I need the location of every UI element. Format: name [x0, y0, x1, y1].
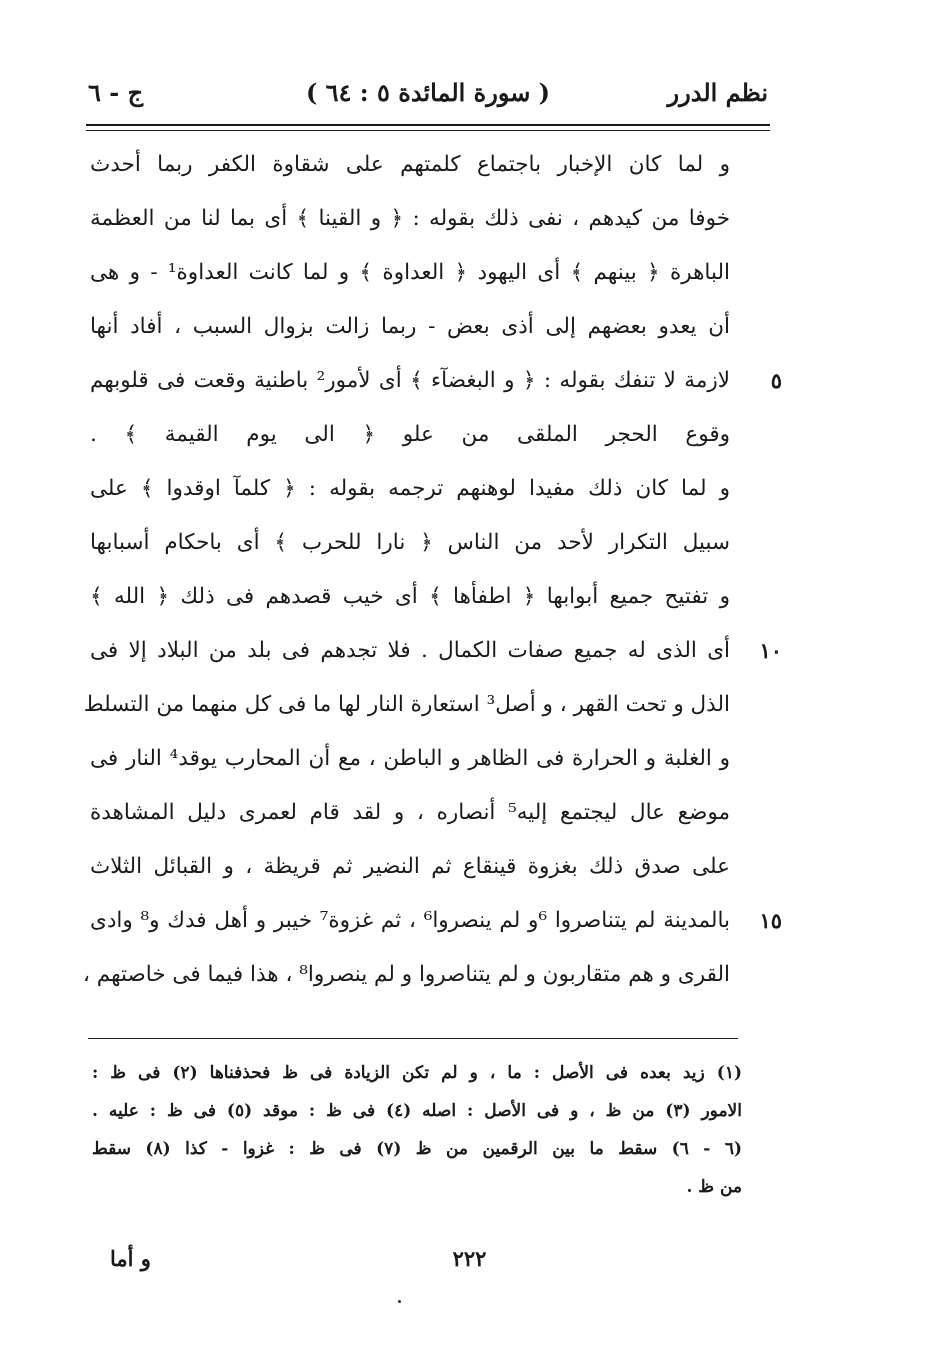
footnote-line: من ظ .: [686, 1177, 742, 1197]
header-rule-thick: [86, 124, 770, 126]
line-text: لازمة لا تنفك بقوله : ﴿ و البغضآء ﴾ أى لأمور² باطنية وقعت فى قلوبهم: [90, 368, 730, 393]
footnote-line: الامور (٣) من ظ ، و فى الأصل : اصله (٤) فى ظ : موقد (٥) فى ظ : عليه .: [92, 1101, 742, 1121]
text-line: [90, 516, 730, 570]
line-text: أن يعدو بعضهم إلى أذى بعض - ربما زالت بزوال السبب ، أفاد أنها: [90, 314, 730, 339]
text-line: [90, 840, 730, 894]
line-text: أى الذى له جميع صفات الكمال . فلا تجدهم فى بلد من البلاد إلا فى: [90, 638, 730, 663]
line-text: الذل و تحت القهر ، و أصل³ استعارة النار لها ما فى كل منهما من التسلط: [83, 692, 730, 717]
text-line: [90, 462, 730, 516]
text-line: [90, 300, 730, 354]
book-title: نظم الدرر: [667, 78, 768, 107]
line-text: موضع عال ليجتمع إليه⁵ أنصاره ، و لقد قام لعمرى دليل المشاهدة: [90, 800, 730, 825]
catchword: و أما: [110, 1246, 151, 1271]
main-text: [83, 138, 782, 1002]
footnote-rule: [88, 1038, 738, 1039]
line-text: و لما كان الإخبار باجتماع كلمتهم على شقاوة الكفر ربما أحدث: [90, 152, 730, 177]
text-line: [83, 948, 730, 1002]
line-text: سبيل التكرار لأحد من الناس ﴿ نارا للحرب ﴾ أى باحكام أسبابها: [90, 530, 730, 555]
volume-label: ج - ٦: [88, 78, 144, 107]
text-line: [83, 678, 730, 732]
line-text: و لما كان ذلك مفيدا لوهنهم ترجمه بقوله : ﴿ كلمآ اوقدوا ﴾ على: [90, 476, 730, 501]
footnote-line: (٦ - ٦) سقط ما بين الرقمين من ظ (٧) فى ظ : غزوا - كذا (٨) سقط: [92, 1139, 742, 1159]
text-line: [90, 138, 730, 192]
surah-reference: ( سورة المائدة ٥ : ٦٤ ): [305, 78, 551, 107]
line-number: ٥: [770, 368, 782, 393]
line-text: و الغلبة و الحرارة فى الظاهر و الباطن ، مع أن المحارب يوقد⁴ النار فى: [90, 746, 730, 771]
text-line: [90, 354, 782, 408]
footnotes: [92, 1054, 742, 1206]
line-text: على صدق ذلك بغزوة قينقاع ثم النضير ثم قريظة ، و القبائل الثلاث: [90, 854, 730, 879]
print-speck: [398, 1300, 401, 1303]
line-text: بالمدينة لم يتناصروا ⁶و لم ينصروا⁶ ، ثم غزوة⁷ خيبر و أهل فدك و⁸ وادى: [90, 908, 731, 933]
text-line: [90, 246, 730, 300]
footnote-line: (١) زيد بعده فى الأصل : ما ، و لم تكن الزيادة فى ظ فحذفناها (٢) فى ظ :: [92, 1063, 742, 1083]
page-number: ٢٢٢: [452, 1246, 487, 1271]
text-line: [90, 894, 782, 948]
running-header: [88, 72, 768, 122]
text-line: [90, 624, 782, 678]
line-text: الباهرة ﴿ بينهم ﴾ أى اليهود ﴿ العداوة ﴾ و لما كانت العداوة¹ - و هى: [90, 260, 730, 285]
header-rule-thin: [86, 130, 770, 131]
line-text: القرى و هم متقاربون و لم يتناصروا و لم ينصروا⁸ ، هذا فيما فى خاصتهم ،: [83, 962, 730, 987]
text-line: [90, 570, 730, 624]
line-text: و تفتيح جميع أبوابها ﴿ اطفأها ﴾ أى خيب قصدهم فى ذلك ﴿ الله ﴾: [90, 584, 730, 609]
line-text: خوفا من كيدهم ، نفى ذلك بقوله : ﴿ و القينا ﴾ أى بما لنا من العظمة: [90, 206, 730, 231]
text-line: [90, 408, 730, 462]
line-number: ١٠: [759, 638, 782, 663]
text-line: [90, 732, 730, 786]
line-text: وقوع الحجر الملقى من علو ﴿ الى يوم القيمة ﴾ .: [90, 422, 730, 447]
text-line: [90, 192, 730, 246]
line-number: ١٥: [759, 908, 782, 933]
text-line: [90, 786, 730, 840]
